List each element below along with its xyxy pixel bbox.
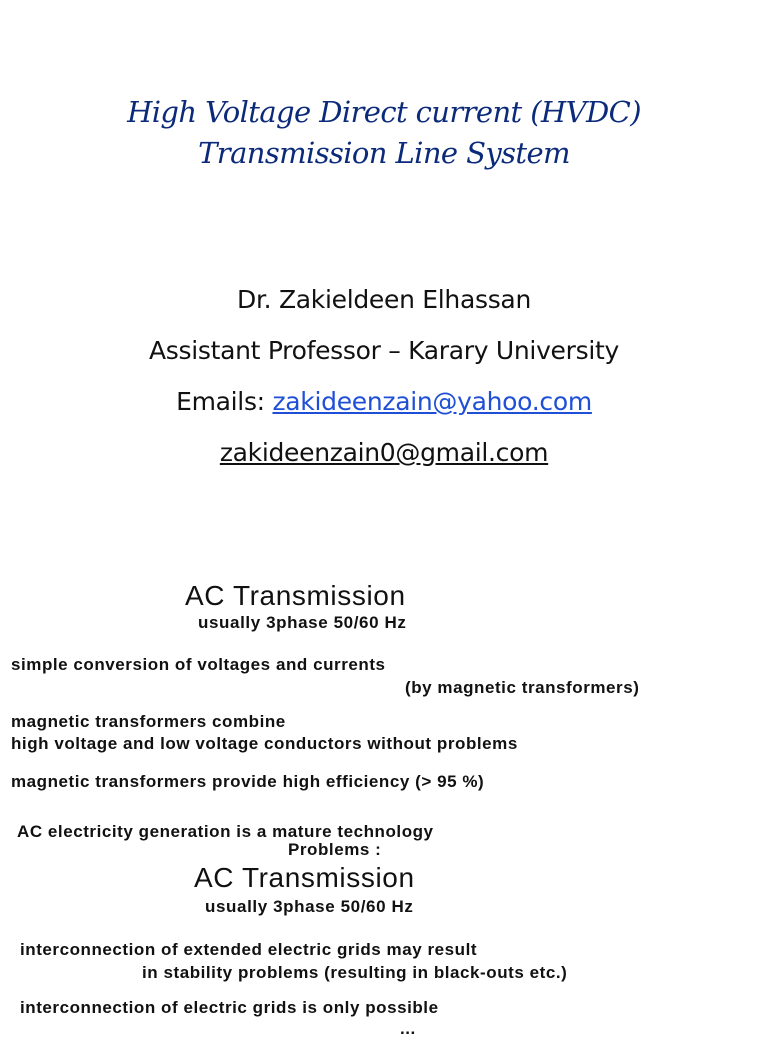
slide-text-line-cropped: AC electricity generation is a mature technology (17, 822, 434, 841)
problems-label: Problems : (288, 840, 382, 859)
author-role: Assistant Professor – Karary University (148, 336, 619, 365)
slide-text-line-cropped: ... (400, 1019, 416, 1038)
slide-text-line: interconnection of electric grids is only possible (20, 998, 439, 1017)
slide-heading-2: AC Transmission (194, 862, 415, 893)
author-name: Dr. Zakieldeen Elhassan (237, 285, 531, 314)
email-gmail (0, 436, 768, 470)
emails-label: Emails: (176, 387, 273, 416)
email-line (0, 385, 768, 419)
slide-text-line: magnetic transformers combine (11, 712, 286, 731)
slide-text-line: high voltage and low voltage conductors without problems (11, 734, 518, 753)
slide-text-line: magnetic transformers provide high efficiency (> 95 %) (11, 772, 485, 791)
slide-subheading-2: usually 3phase 50/60 Hz (205, 897, 414, 916)
slide-text-line: simple conversion of voltages and currents (11, 655, 386, 674)
email-link-gmail[interactable]: zakideenzain0@gmail.com (219, 438, 549, 467)
email-link-yahoo[interactable]: zakideenzain@yahoo.com (272, 387, 592, 416)
slide-text-line: in stability problems (resulting in black-outs etc.) (142, 963, 568, 982)
document-title-line-2: Transmission Line System (198, 136, 570, 170)
document-title-line-1: High Voltage Direct current (HVDC) (127, 95, 641, 129)
slide-text-line: interconnection of extended electric grids may result (20, 940, 478, 959)
slide-subheading: usually 3phase 50/60 Hz (198, 613, 407, 632)
slide-heading: AC Transmission (185, 580, 406, 611)
slide-text-line: (by magnetic transformers) (405, 678, 640, 697)
